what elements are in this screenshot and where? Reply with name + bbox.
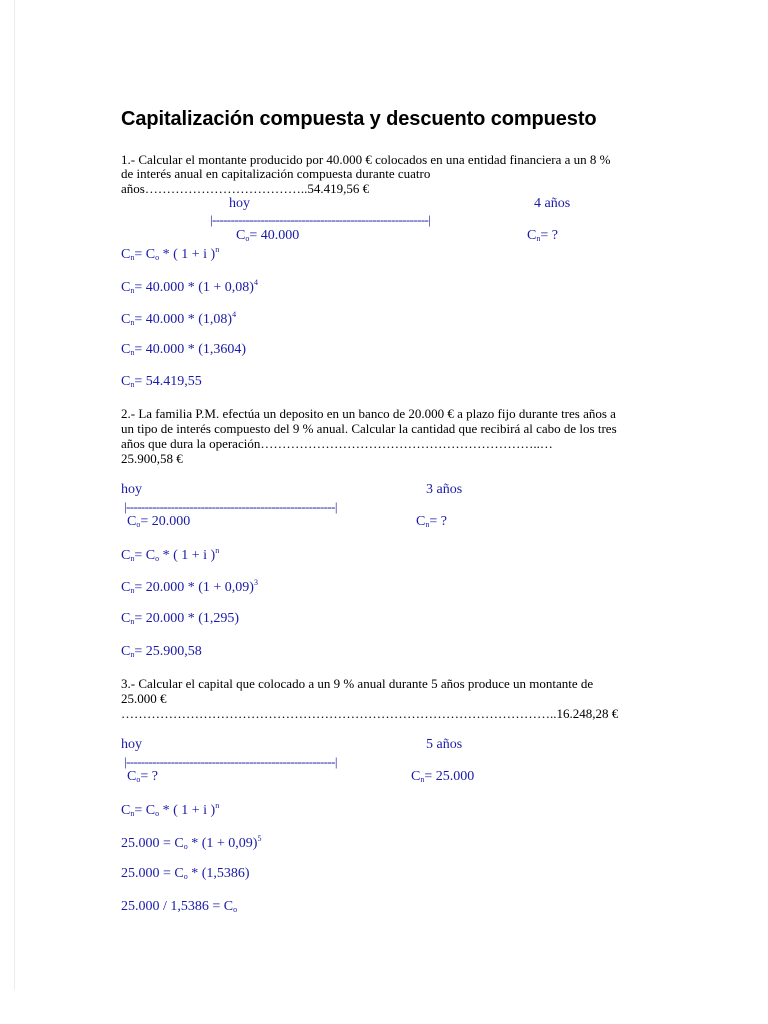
formula-2-1: $C_n= C_o$ * ( 1 + i )$^n$ [121,546,220,563]
problem-1-line-2: de interés anual en capitalización compuesta durante cuatro [121,166,431,181]
timeline-1-c0: $C_o= 40.000$ [236,228,300,243]
formula-2-4: $C_n= 25.900,58$ [121,644,202,659]
problem-3-line-3: ………………………………………………………………………………………..16.248,28 € [121,706,619,721]
problem-2-line-2: un tipo de interés compuesto del 9 % anual. Calcular la cantidad que recibirá al cabo de los tres [121,421,617,436]
formula-1-5: $C_n= 54.419,55$ [121,374,202,389]
problem-3-line-1: 3.- Calcular el capital que colocado a un 9 % anual durante 5 años produce un montante de [121,676,594,691]
formula-3-1: $C_n= C_o$ * ( 1 + i )$^n$ [121,801,220,818]
timeline-1-hoy: hoy [229,196,250,211]
formula-1-3: $C_n= 40.000 * (1,08)^4$ [121,310,237,327]
timeline-3-line: |--------------------------------------------------------| [124,754,337,769]
timeline-2-hoy: hoy [121,482,142,497]
problem-3-line-2: 25.000 € [121,691,167,706]
timeline-3-hoy: hoy [121,737,142,752]
timeline-3-c0: $C_o=$ ? [127,769,158,784]
timeline-1-cn: $C_n=$ ? [527,228,558,243]
formula-1-4: $C_n= 40.000 * (1,3604)$ [121,342,247,357]
timeline-3-period: 5 años [426,737,463,752]
timeline-2-c0: $C_o= 20.000$ [127,514,191,529]
problem-1-line-3: años………………………………..54.419,56 € [121,181,370,196]
page-title: Capitalización compuesta y descuento compuesto [121,108,597,130]
formula-3-2: $25.000 = C_o * (1 + 0,09)^5$ [121,834,262,851]
timeline-2-cn: $C_n=$ ? [416,514,447,529]
timeline-1-period: 4 años [534,196,571,211]
formula-2-3: $C_n= 20.000 * (1,295)$ [121,611,240,626]
formula-3-3: $25.000 = C_o * (1,5386)$ [121,866,250,881]
formula-3-4: $25.000 / 1,5386 = C_o$ [121,899,238,914]
problem-1-line-1: 1.- Calcular el montante producido por 40.000 € colocados en una entidad financiera a un 8 % [121,152,611,167]
timeline-3-cn: $C_n= 25.000$ [411,769,475,784]
formula-1-1: $C_n= C_o$ * ( 1 + i )$^n$ [121,245,220,262]
problem-2-line-4: 25.900,58 € [121,451,183,466]
timeline-1-line: |----------------------------------------------------------| [210,212,431,227]
problem-2-line-1: 2.- La familia P.M. efectúa un deposito en un banco de 20.000 € a plazo fijo durante tres años a [121,406,616,421]
formula-2-2: $C_n= 20.000 * (1 + 0,09)^3$ [121,578,258,595]
formula-1-2: $C_n= 40.000 * (1 + 0,08)^4$ [121,278,258,295]
problem-2-line-3: años que dura la operación………………………………………………………..… [121,436,553,451]
timeline-2-line: |--------------------------------------------------------| [124,499,337,514]
timeline-2-period: 3 años [426,482,463,497]
